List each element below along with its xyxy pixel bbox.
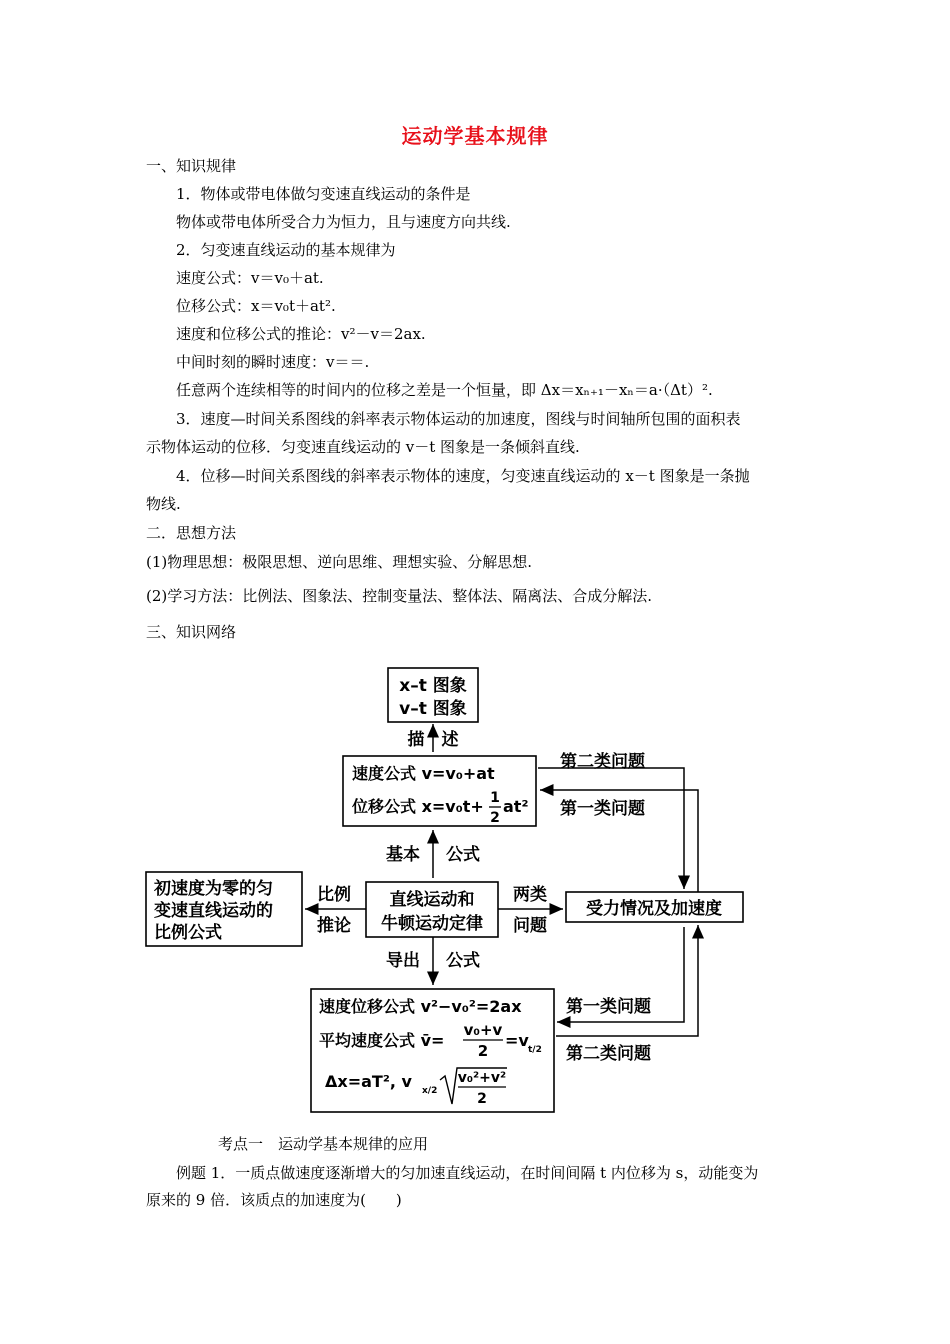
document-title: 运动学基本规律 [401,124,549,148]
paragraph-line: 速度和位移公式的推论：v²－v＝2ax. [176,325,426,343]
paragraph-line: 位移公式：x＝v₀t＋at². [176,297,336,315]
q1-top-label: 第一类问题 [560,799,645,819]
half-numerator: 1 [490,790,500,806]
paragraph-line: 中间时刻的瞬时速度：v＝＝. [176,353,370,371]
formula-label-1: 公式 [446,845,480,865]
delta-x-formula: Δx=aT², v [325,1072,412,1091]
paragraph-line: (1)物理思想：极限思想、逆向思维、理想实验、分解思想. [146,553,533,571]
paragraph-line: 3．速度—时间关系图线的斜率表示物体运动的加速度，图线与时间轴所包围的面积表 [176,410,741,428]
average-velocity-formula: 平均速度公式 v̄= [319,1031,445,1050]
ratio-label-1: 比例 [317,885,351,905]
q2-bottom-label: 第二类问题 [566,1044,651,1064]
derive-label: 导出 [386,951,420,971]
avg-subscript: t/2 [528,1045,542,1055]
section-heading-3: 三、知识网络 [146,623,237,641]
paragraph-line: 任意两个连续相等的时间内的位移之差是一个恒量，即 Δx＝xₙ₊₁－xₙ＝a·（Δt）². [176,381,713,399]
paragraph-line: 物线. [146,495,181,513]
velocity-formula: 速度公式 v=v₀+at [352,764,495,783]
center-box-line1: 直线运动和 [389,890,475,910]
velocity-displacement-formula: 速度位移公式 v²−v₀²=2ax [319,997,522,1016]
basic-label: 基本 [386,845,420,865]
force-box-label: 受力情况及加速度 [586,899,722,919]
half-denominator: 2 [490,810,500,826]
q2-bottom-connector [556,925,698,1036]
sqrt-denominator: 2 [477,1091,487,1107]
formula-label-2: 公式 [446,951,480,971]
section-heading-2: 二．思想方法 [146,524,237,542]
displacement-formula: 位移公式 x=v₀t+ [352,797,484,816]
topic-heading: 考点一 运动学基本规律的应用 [218,1135,429,1153]
paragraph-line: 4．位移—时间关系图线的斜率表示物体的速度，匀变速直线运动的 x－t 图象是一条抛 [176,467,750,485]
q1-bottom-label: 第一类问题 [566,997,651,1017]
displacement-formula-tail: at² [503,797,529,816]
paragraph-line: 速度公式：v＝v₀＋at. [176,269,324,287]
paragraph-line: 2．匀变速直线运动的基本规律为 [176,241,396,259]
avg-denominator: 2 [477,1042,489,1060]
sqrt-numerator: v₀²+v² [457,1070,507,1086]
avg-suffix: =v [505,1031,529,1050]
ratio-box-line2: 变速直线运动的 [154,901,273,921]
knowledge-network-diagram [0,650,950,1130]
section-heading-1: 一、知识规律 [146,157,237,175]
example-line: 原来的 9 倍．该质点的加速度为( ) [146,1191,402,1209]
q2-top-label: 第二类问题 [560,752,645,772]
ratio-label-2: 推论 [317,916,351,936]
q2-top-connector [538,768,684,889]
ratio-box-line3: 比例公式 [154,923,222,943]
mid-position-subscript: x/2 [422,1086,438,1096]
graph-box-line2: v–t 图象 [399,699,467,719]
paragraph-line: 示物体运动的位移．匀变速直线运动的 v－t 图象是一条倾斜直线. [146,438,580,456]
two-kinds-label-2: 问题 [513,916,547,936]
two-kinds-label-1: 两类 [513,885,547,905]
paragraph-line: 1．物体或带电体做匀变速直线运动的条件是 [176,185,471,203]
paragraph-line: 物体或带电体所受合力为恒力，且与速度方向共线. [176,213,511,231]
ratio-box-line1: 初速度为零的匀 [154,879,273,899]
center-box-line2: 牛顿运动定律 [381,914,483,934]
graph-box-line1: x–t 图象 [399,676,467,696]
describe-label: 描 述 [407,730,459,750]
paragraph-line: (2)学习方法：比例法、图象法、控制变量法、整体法、隔离法、合成分解法. [146,587,653,605]
avg-numerator: v₀+v [463,1021,503,1039]
example-line: 例题 1．一质点做速度逐渐增大的匀加速直线运动，在时间间隔 t 内位移为 s，动能变为 [176,1164,759,1182]
